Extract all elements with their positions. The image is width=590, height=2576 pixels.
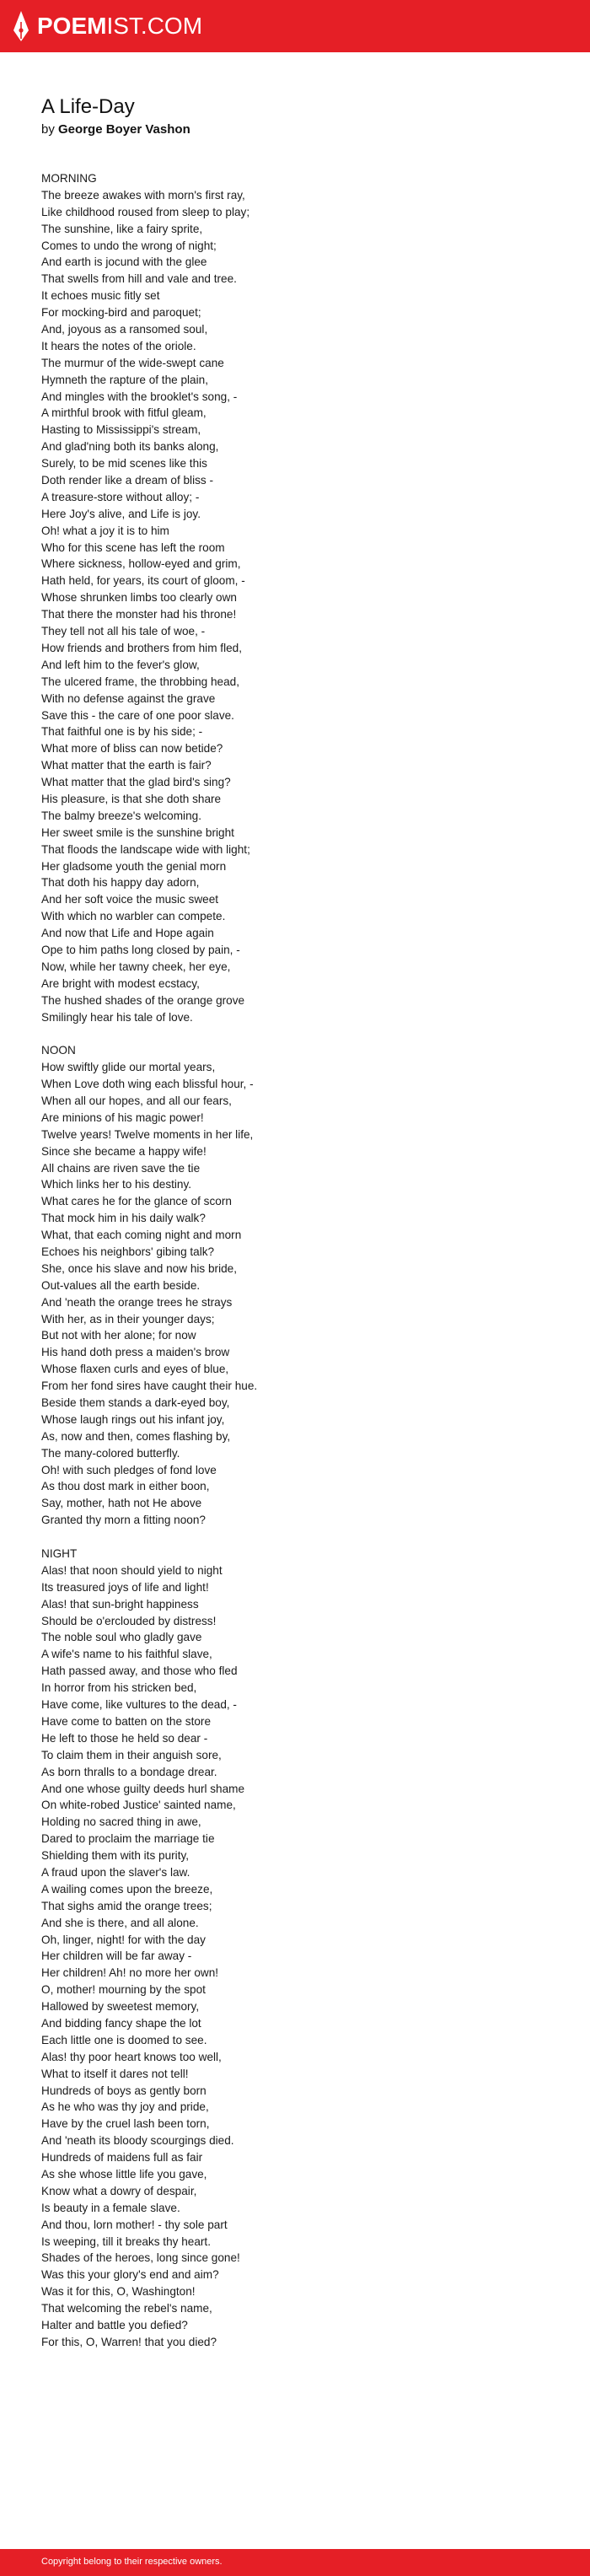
- poem-line: Its treasured joys of life and light!: [41, 1580, 209, 1594]
- poem-line: And glad'ning both its banks along,: [41, 440, 219, 454]
- poem-line: His hand doth press a maiden's brow: [41, 1346, 230, 1359]
- poem-line: From her fond sires have caught their hue.: [41, 1379, 258, 1393]
- poem-line: Beside them stands a dark-eyed boy,: [41, 1396, 230, 1410]
- author-link[interactable]: George Boyer Vashon: [58, 122, 190, 137]
- poem-line: She, once his slave and now his bride,: [41, 1261, 237, 1275]
- poem-line: With which no warbler can compete.: [41, 910, 226, 923]
- poem-line: How friends and brothers from him fled,: [41, 641, 242, 654]
- poem-line: Hundreds of maidens full as fair: [41, 2151, 203, 2165]
- poem-line: Her children! Ah! no more her own!: [41, 1966, 219, 1980]
- poem-line: And 'neath the orange trees he strays: [41, 1295, 233, 1309]
- poem-line: Have come, like vultures to the dead, -: [41, 1698, 237, 1712]
- poem-line: That doth his happy day adorn,: [41, 876, 200, 890]
- poem-line: The murmur of the wide-swept cane: [41, 356, 224, 369]
- poem-line: Was it for this, O, Washington!: [41, 2285, 196, 2299]
- poem-line: But not with her alone; for now: [41, 1329, 196, 1342]
- poem-line: Say, mother, hath not He above: [41, 1497, 202, 1510]
- poem-line: That sighs amid the orange trees;: [41, 1899, 212, 1912]
- poem-line: When Love doth wing each blissful hour, -: [41, 1078, 254, 1091]
- stanza-heading: MORNING: [41, 172, 97, 185]
- poem-line: It echoes music fitly set: [41, 289, 160, 303]
- poem-line: What matter that the glad bird's sing?: [41, 776, 231, 789]
- poem-line: Surely, to be mid scenes like this: [41, 457, 207, 471]
- poem-line: Have by the cruel lash been torn,: [41, 2117, 210, 2131]
- poem-line: The sunshine, like a fairy sprite,: [41, 222, 203, 235]
- poem-line: What to itself it dares not tell!: [41, 2067, 189, 2080]
- poem-line: And bidding fancy shape the lot: [41, 2016, 201, 2030]
- poem-line: Have come to batten on the store: [41, 1714, 212, 1728]
- copyright-notice: Copyright belong to their respective owners.: [41, 2557, 223, 2567]
- poem-line: With her, as in their younger days;: [41, 1312, 215, 1326]
- stanza-heading: NOON: [41, 1044, 76, 1057]
- poem-line: Hasting to Mississippi's stream,: [41, 423, 201, 437]
- poem-line: And 'neath its bloody scourgings died.: [41, 2134, 234, 2148]
- poem-line: And her soft voice the music sweet: [41, 893, 219, 906]
- poem-line: Her gladsome youth the genial morn: [41, 859, 227, 873]
- poem-line: Out-values all the earth beside.: [41, 1278, 201, 1292]
- stanza-heading: NIGHT: [41, 1547, 78, 1561]
- poem-line: What more of bliss can now betide?: [41, 742, 223, 756]
- poem-line: The hushed shades of the orange grove: [41, 993, 245, 1007]
- poem-line: Shades of the heroes, long since gone!: [41, 2251, 240, 2265]
- poem-line: Which links her to his destiny.: [41, 1178, 192, 1191]
- poem-body: [41, 170, 564, 2351]
- poem-line: Halter and battle you defied?: [41, 2319, 188, 2331]
- poem-line: He left to those he held so dear -: [41, 1731, 208, 1745]
- poem-line: That swells from hill and vale and tree.: [41, 272, 237, 286]
- by-label: by: [41, 122, 55, 137]
- poem-line: The ulcered frame, the throbbing head,: [41, 675, 240, 688]
- poem-line: That floods the landscape wide with light;: [41, 842, 250, 856]
- poem-line: Know what a dowry of despair,: [41, 2184, 197, 2197]
- poem-line: That mock him in his daily walk?: [41, 1212, 206, 1225]
- site-logo-link[interactable]: [12, 10, 202, 42]
- poem-line: The many-colored butterfly.: [41, 1446, 180, 1460]
- poem-line: What, that each coming night and morn: [41, 1229, 242, 1242]
- poem-line: Oh! with such pledges of fond love: [41, 1463, 217, 1476]
- poem-line: Granted thy morn a fitting noon?: [41, 1514, 206, 1527]
- poem-title: A Life-Day: [41, 95, 135, 118]
- poem-line: Hath passed away, and those who fled: [41, 1664, 238, 1678]
- poem-line: A wailing comes upon the breeze,: [41, 1882, 213, 1896]
- poem-line: As, now and then, comes flashing by,: [41, 1429, 231, 1443]
- poem-byline: [41, 121, 564, 138]
- poem-line: Who for this scene has left the room: [41, 540, 225, 554]
- poem-line: Here Joy's alive, and Life is joy.: [41, 507, 201, 520]
- poem-stanza: [41, 1042, 564, 1529]
- poem-line: Each little one is doomed to see.: [41, 2033, 207, 2046]
- poem-line: As he who was thy joy and pride,: [41, 2100, 209, 2114]
- poem-line: Since she became a happy wife!: [41, 1144, 206, 1158]
- poem-line: Whose laugh rings out his infant joy,: [41, 1412, 225, 1426]
- poem-line: Is weeping, till it breaks thy heart.: [41, 2235, 211, 2248]
- poem-line: And one whose guilty deeds hurl shame: [41, 1782, 245, 1795]
- poem-line: Twelve years! Twelve moments in her life,: [41, 1127, 254, 1141]
- poem-line: A treasure-store without alloy; -: [41, 490, 200, 503]
- site-logo-text: [37, 10, 202, 42]
- poem-line: The breeze awakes with morn's first ray,: [41, 188, 245, 202]
- poem-line: Like childhood roused from sleep to play;: [41, 205, 250, 218]
- poem-line: When all our hopes, and all our fears,: [41, 1094, 232, 1107]
- poem-line: Her sweet smile is the sunshine bright: [41, 826, 234, 839]
- poem-line: As thou dost mark in either boon,: [41, 1480, 210, 1493]
- poem-line: A wife's name to his faithful slave,: [41, 1648, 212, 1661]
- poem-line: Ope to him paths long closed by pain, -: [41, 943, 240, 956]
- poem-line: For this, O, Warren! that you died?: [41, 2335, 217, 2348]
- poem-line: Whose shrunken limbs too clearly own: [41, 591, 237, 605]
- poem-line: Is beauty in a female slave.: [41, 2201, 180, 2214]
- poem-line: Dared to proclaim the marriage tie: [41, 1832, 215, 1846]
- poem-line: And, joyous as a ransomed soul,: [41, 323, 208, 336]
- poem-line: And she is there, and all alone.: [41, 1916, 199, 1929]
- poem-line: And now that Life and Hope again: [41, 927, 214, 940]
- poem-container: [41, 94, 564, 2368]
- poem-stanza: [41, 1546, 564, 2351]
- poem-line: That welcoming the rebel's name,: [41, 2302, 212, 2315]
- poem-line: O, mother! mourning by the spot: [41, 1983, 206, 1997]
- poem-line: As born thralls to a bondage drear.: [41, 1765, 217, 1778]
- poem-line: To claim them in their anguish sore,: [41, 1748, 222, 1761]
- poem-line: That faithful one is by his side; -: [41, 725, 203, 739]
- poem-line: Hymneth the rapture of the plain,: [41, 373, 208, 386]
- poem-line: How swiftly glide our mortal years,: [41, 1061, 216, 1074]
- poem-line: Hath held, for years, its court of gloom, -: [41, 574, 245, 588]
- poem-line: Echoes his neighbors' gibing talk?: [41, 1245, 215, 1258]
- poem-line: Doth render like a dream of bliss -: [41, 474, 213, 487]
- poem-line: That there the monster had his throne!: [41, 608, 237, 621]
- poem-line: And earth is jocund with the glee: [41, 255, 207, 269]
- poem-line: Should be o'erclouded by distress!: [41, 1614, 217, 1627]
- poem-stanza: [41, 170, 564, 1025]
- poem-line: Alas! thy poor heart knows too well,: [41, 2050, 222, 2063]
- poem-line: Was this your glory's end and aim?: [41, 2268, 219, 2282]
- poem-line: All chains are riven save the tie: [41, 1161, 201, 1175]
- poem-line: Alas! that sun-bright happiness: [41, 1597, 199, 1611]
- poem-line: For mocking-bird and paroquet;: [41, 306, 201, 320]
- poem-line: Are bright with modest ecstacy,: [41, 976, 200, 990]
- poem-line: What cares he for the glance of scorn: [41, 1195, 232, 1208]
- logo-bold-part: POEM: [37, 13, 107, 39]
- poem-line: Oh! what a joy it is to him: [41, 524, 169, 537]
- poem-line: With no defense against the grave: [41, 691, 216, 705]
- poem-line: Where sickness, hollow-eyed and grim,: [41, 557, 241, 571]
- poem-line: Hundreds of boys as gently born: [41, 2084, 206, 2097]
- poem-line: Hallowed by sweetest memory,: [41, 2000, 200, 2014]
- poem-line: And mingles with the brooklet's song, -: [41, 390, 238, 403]
- poem-line: Save this - the care of one poor slave.: [41, 708, 234, 722]
- poem-line: They tell not all his tale of woe, -: [41, 625, 206, 638]
- poem-line: Holding no sacred thing in awe,: [41, 1815, 201, 1829]
- poem-line: Shielding them with its purity,: [41, 1849, 190, 1863]
- poem-line: On white-robed Justice' sainted name,: [41, 1799, 236, 1812]
- poem-line: As she whose little life you gave,: [41, 2167, 207, 2181]
- poem-line: A mirthful brook with fitful gleam,: [41, 406, 206, 420]
- poem-line: Are minions of his magic power!: [41, 1111, 204, 1124]
- quill-pen-icon: [12, 10, 30, 42]
- poem-line: And left him to the fever's glow,: [41, 658, 200, 671]
- poem-line: Whose flaxen curls and eyes of blue,: [41, 1363, 229, 1376]
- poem-line: The balmy breeze's welcoming.: [41, 809, 201, 822]
- poem-line: And thou, lorn mother! - thy sole part: [41, 2218, 228, 2231]
- poem-line: Comes to undo the wrong of night;: [41, 239, 217, 252]
- poem-line: Alas! that noon should yield to night: [41, 1563, 223, 1577]
- poem-line: Oh, linger, night! for with the day: [41, 1933, 206, 1946]
- poem-line: It hears the notes of the oriole.: [41, 339, 196, 352]
- poem-line: In horror from his stricken bed,: [41, 1681, 197, 1695]
- site-header: [0, 0, 590, 52]
- poem-line: The noble soul who gladly gave: [41, 1631, 202, 1644]
- poem-line: His pleasure, is that she doth share: [41, 792, 222, 805]
- logo-light-part: IST.COM: [106, 13, 203, 39]
- site-footer: [0, 2549, 590, 2576]
- poem-line: Now, while her tawny cheek, her eye,: [41, 960, 231, 973]
- poem-line: Her children will be far away -: [41, 1949, 192, 1963]
- poem-line: A fraud upon the slaver's law.: [41, 1865, 190, 1879]
- poem-line: What matter that the earth is fair?: [41, 759, 212, 772]
- poem-line: Smilingly hear his tale of love.: [41, 1010, 193, 1024]
